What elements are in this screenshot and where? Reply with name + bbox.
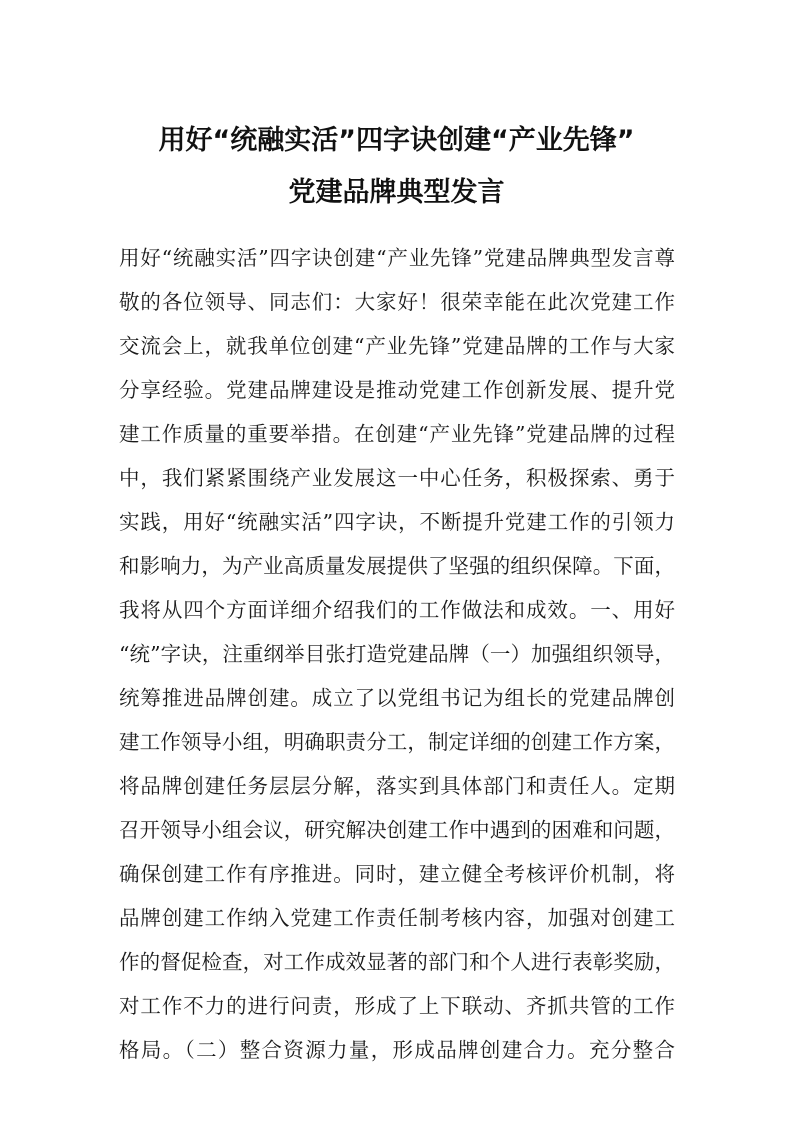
body-line: 实践，用好“统融实活”四字诀，不断提升党建工作的引领力 xyxy=(119,510,675,534)
body-line: 作的督促检查，对工作成效显著的部门和个人进行表彰奖励， xyxy=(119,950,675,974)
body-line: 分享经验。党建品牌建设是推动党建工作创新发展、提升党 xyxy=(119,378,675,402)
body-line: 格局。（二）整合资源力量，形成品牌创建合力。充分整合 xyxy=(119,1038,675,1062)
body-line: 建工作领导小组，明确职责分工，制定详细的创建工作方案， xyxy=(119,730,675,754)
body-line: 统筹推进品牌创建。成立了以党组书记为组长的党建品牌创 xyxy=(119,686,675,710)
body-line: 品牌创建工作纳入党建工作责任制考核内容，加强对创建工 xyxy=(119,906,675,930)
body-line: 对工作不力的进行问责，形成了上下联动、齐抓共管的工作 xyxy=(119,994,675,1018)
body-line: 确保创建工作有序推进。同时，建立健全考核评价机制，将 xyxy=(119,862,675,886)
document-title-line-1: 用好“统融实活”四字诀创建“产业先锋” xyxy=(158,125,635,156)
body-line: “统”字诀，注重纲举目张打造党建品牌（一）加强组织领导， xyxy=(119,642,675,666)
body-line: 中，我们紧紧围绕产业发展这一中心任务，积极探索、勇于 xyxy=(119,466,675,490)
body-line: 我将从四个方面详细介绍我们的工作做法和成效。一、用好 xyxy=(119,598,675,622)
body-line: 将品牌创建任务层层分解，落实到具体部门和责任人。定期 xyxy=(119,774,675,798)
body-line: 交流会上，就我单位创建“产业先锋”党建品牌的工作与大家 xyxy=(119,334,675,358)
body-line: 召开领导小组会议，研究解决创建工作中遇到的困难和问题， xyxy=(119,818,675,842)
body-line: 和影响力，为产业高质量发展提供了坚强的组织保障。下面， xyxy=(119,554,675,578)
body-line: 建工作质量的重要举措。在创建“产业先锋”党建品牌的过程 xyxy=(119,422,675,446)
body-line: 敬的各位领导、同志们：大家好！很荣幸能在此次党建工作 xyxy=(119,290,675,314)
body-line: 用好“统融实活”四字诀创建“产业先锋”党建品牌典型发言尊 xyxy=(119,246,675,270)
document-title-line-2: 党建品牌典型发言 xyxy=(288,177,505,208)
